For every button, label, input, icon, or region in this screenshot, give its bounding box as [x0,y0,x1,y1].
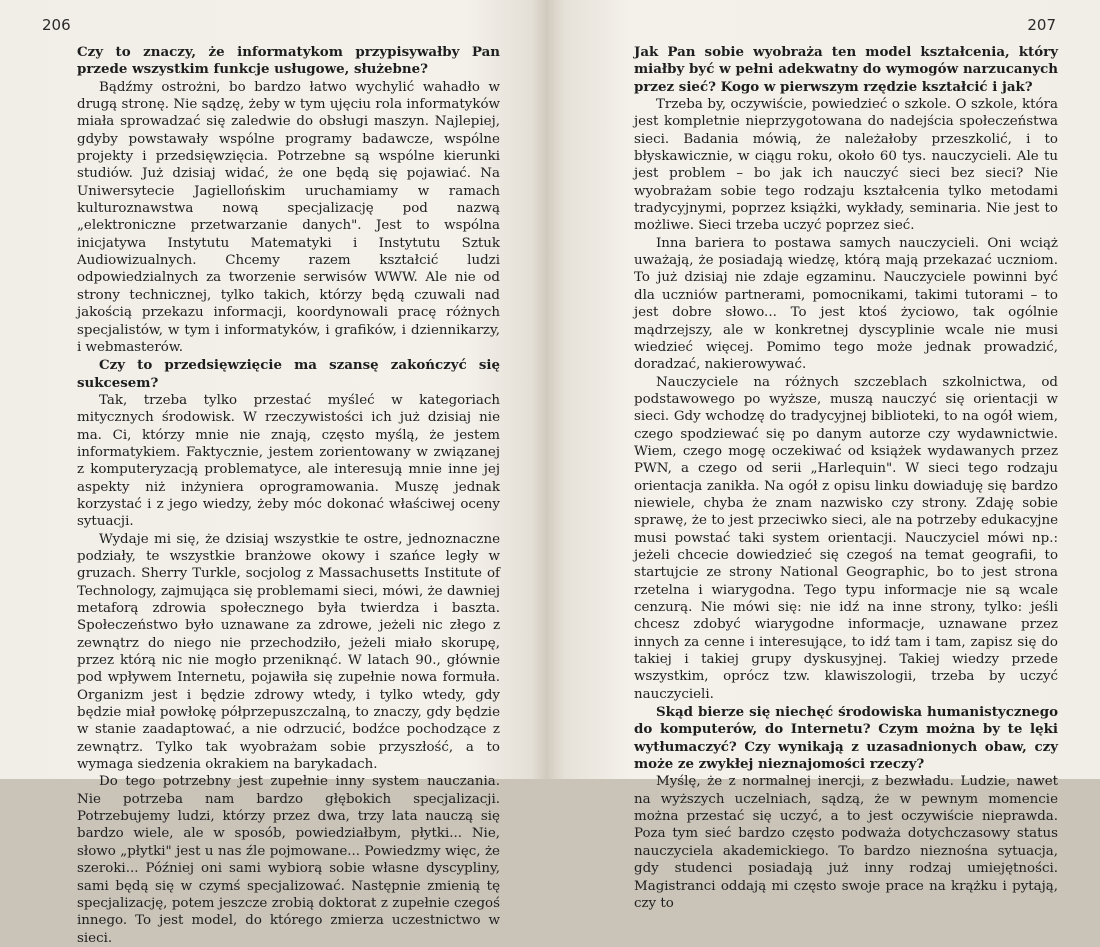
answer-paragraph: Trzeba by, oczywiście, powiedzieć o szkole. O szkole, która jest kompletnie nieprzygotowana do nadejścia społeczeństwa sieci. Badania mówią, że należałoby przeszkolić, i to błyskawicznie, w ciągu roku, około 60 tys. nauczycieli. Ale tu jest problem – bo jak ich nauczyć sieci bez sieci? Nie wyobrażam sobie tego rodzaju kształcenia tylko metodami tradycyjnymi, poprzez książki, wykłady, seminaria. Nie jest to możliwe. Sieci trzeba uczyć poprzez sieć. [634,97,1058,234]
answer-paragraph: Inna bariera to postawa samych nauczycieli. Oni wciąż uważają, że posiadają wiedzę, którą mają przekazać uczniom. To już dzisiaj nie zdaje egzaminu. Nauczyciele powinni być dla uczniów partnerami, pomocnikami, takimi tutorami – to jest dobre słowo... To jest ktoś życiowo, tak ogólnie mądrzejszy, ale w konkretnej dyscyplinie wcale nie musi wiedzieć więcej. Pomimo tego może jednak prowadzić, doradzać, nakierowywać. [634,235,1058,373]
question-paragraph: Skąd bierze się niechęć środowiska humanistycznego do komputerów, do Internetu? Czym można by te lęki wytłumaczyć? Czy wynikają z uzasadnionych obaw, czy może ze zwykłej nieznajomości rzeczy? [634,704,1058,773]
answer-paragraph: Bądźmy ostrożni, bo bardzo łatwo wychylić wahadło w drugą stronę. Nie sądzę, żeby w tym ujęciu rola informatyków miała sprowadzać się zaledwie do obsługi maszyn. Najlepiej, gdyby powstawały wspólne programy badawcze, wspólne projekty i przedsięwzięcia. Potrzebne są wspólne kierunki studiów. Już dzisiaj widać, że one będą się pojawiać. Na Uniwersytecie Jagiellońskim uruchamiamy w ramach kulturoznawstwa nową specjalizację pod nazwą „elektroniczne przetwarzanie danych". Jest to wspólna inicjatywa Instytutu Matematyki i Instytutu Sztuk Audiowizualnych. Chcemy razem kształcić ludzi odpowiedzialnych za tworzenie serwisów WWW. Ale nie od strony technicznej, tylko takich, którzy będą czuwali nad jakością przekazu informacji, koordynowali pracę różnych specjalistów, w tym i informatyków, i grafików, i dziennikarzy, i webmasterów. [77,79,500,355]
question-paragraph: Czy to znaczy, że informatykom przypisywałby Pan przede wszystkim funkcje usługowe, służebne? [77,44,500,78]
answer-paragraph: Wydaje mi się, że dzisiaj wszystkie te ostre, jednoznaczne podziały, te wszystkie branżowe okowy i szańce legły w gruzach. Sherry Turkle, socjolog z Massachusetts Institute of Technology, zajmująca się problemami sieci, mówi, że dawniej metaforą zdrowia społecznego była twierdza i baszta. Społeczeństwo było uznawane za zdrowe, jeżeli nic złego z zewnątrz do niego nie przechodziło, jeżeli miało skorupę, przez którą nic nie mogło przeniknąć. W latach 90., głównie pod wpływem Internetu, pojawiła się zupełnie nowa formuła. Organizm jest i będzie zdrowy wtedy, i tylko wtedy, gdy będzie miał powłokę półprzepuszczalną, to znaczy, gdy będzie w stanie zaadaptować, a nie odrzucić, bodźce pochodzące z zewnątrz. Tylko tak wyobrażam sobie przyszłość, a to wymaga siedzenia okrakiem na barykadach. [77,531,500,773]
answer-paragraph: Nauczyciele na różnych szczeblach szkolnictwa, od podstawowego po wyższe, muszą nauczyć się orientacji w sieci. Gdy wchodzę do tradycyjnej biblioteki, to na ogół wiem, czego spodziewać się po danym autorze czy wydawnictwie. Wiem, czego mogę oczekiwać od książek wydawanych przez PWN, a czego od serii „Harlequin". W sieci tego rodzaju orientacja zanikła. Na ogół z opisu linku dowiaduję się bardzo niewiele, chyba że znam nazwisko czy strony. Zdaję sobie sprawę, że to jest przeciwko sieci, ale na potrzeby edukacyjne musi powstać taki system orientacji. Nauczyciel mówi np.: jeżeli chcecie dowiedzieć się czegoś na temat geografii, to startujcie ze strony National Geographic, bo to jest strona rzetelna i wiarygodna. Tego typu informacje nie są wcale cenzurą. Nie mówi się: nie idź na inne strony, tylko: jeśli chcesz zdobyć wiarygodne informacje, uznawane przez innych za cenne i interesujące, to idź tam i tam, zapisz się do takiej i takiej grupy dyskusyjnej. Takiej wiedzy przede wszystkim, oprócz tzw. klawiszologii, trzeba by uczyć nauczycieli. [634,374,1058,702]
left-page [0,0,548,946]
right-page [548,0,1100,911]
page-number-left: 206 [42,16,71,34]
right-page-text [634,44,1058,912]
answer-paragraph: Tak, trzeba tylko przestać myśleć w kategoriach mitycznych środowisk. W rzeczywistości ich już dzisiaj nie ma. Ci, którzy mnie nie znają, często myślą, że jestem informatykiem. Faktycznie, jestem zorientowany w związanej z komputeryzacją problematyce, ale interesują mnie inne jej aspekty niż inżyniera oprogramowania. Muszę jednak korzystać i z jego wiedzy, żeby móc dokonać właściwej oceny sytuacji. [77,392,500,530]
page-number-right: 207 [1027,16,1056,34]
answer-paragraph: Do tego potrzebny jest zupełnie inny system nauczania. Nie potrzeba nam bardzo głębokich specjalizacji. Potrzebujemy ludzi, którzy przez dwa, trzy lata nauczą się bardzo wiele, ale w sposób, powiedziałbym, płytki... Nie, słowo „płytki" jest u nas źle pojmowane... Powiedzmy więc, że szeroki... Później oni sami wybiorą sobie własne dyscypliny, sami będą się w czymś specjalizować. Następnie zmienią tę specjalizację, potem jeszcze zrobią doktorat z zupełnie czegoś innego. To jest model, do którego zmierza uczestnictwo w sieci. [77,774,500,946]
question-paragraph: Jak Pan sobie wyobraża ten model kształcenia, który miałby być w pełni adekwatny do wymogów narzucanych przez sieć? Kogo w pierwszym rzędzie kształcić i jak? [634,44,1058,95]
left-page-text [77,44,500,947]
answer-paragraph: Myślę, że z normalnej inercji, z bezwładu. Ludzie, nawet na wyższych uczelniach, sądzą, że w pewnym momencie można przestać się uczyć, a to jest oczywiście nieprawda. Poza tym sieć bardzo często podważa dotychczasowy status nauczyciela akademickiego. To bardzo nieznośna sytuacja, gdy studenci posiadają już inny rodzaj umiejętności. Magistranci oddają mi często swoje prace na krążku i pytają, czy to [634,774,1058,911]
question-paragraph: Czy to przedsięwzięcie ma szansę zakończyć się sukcesem? [77,357,500,391]
